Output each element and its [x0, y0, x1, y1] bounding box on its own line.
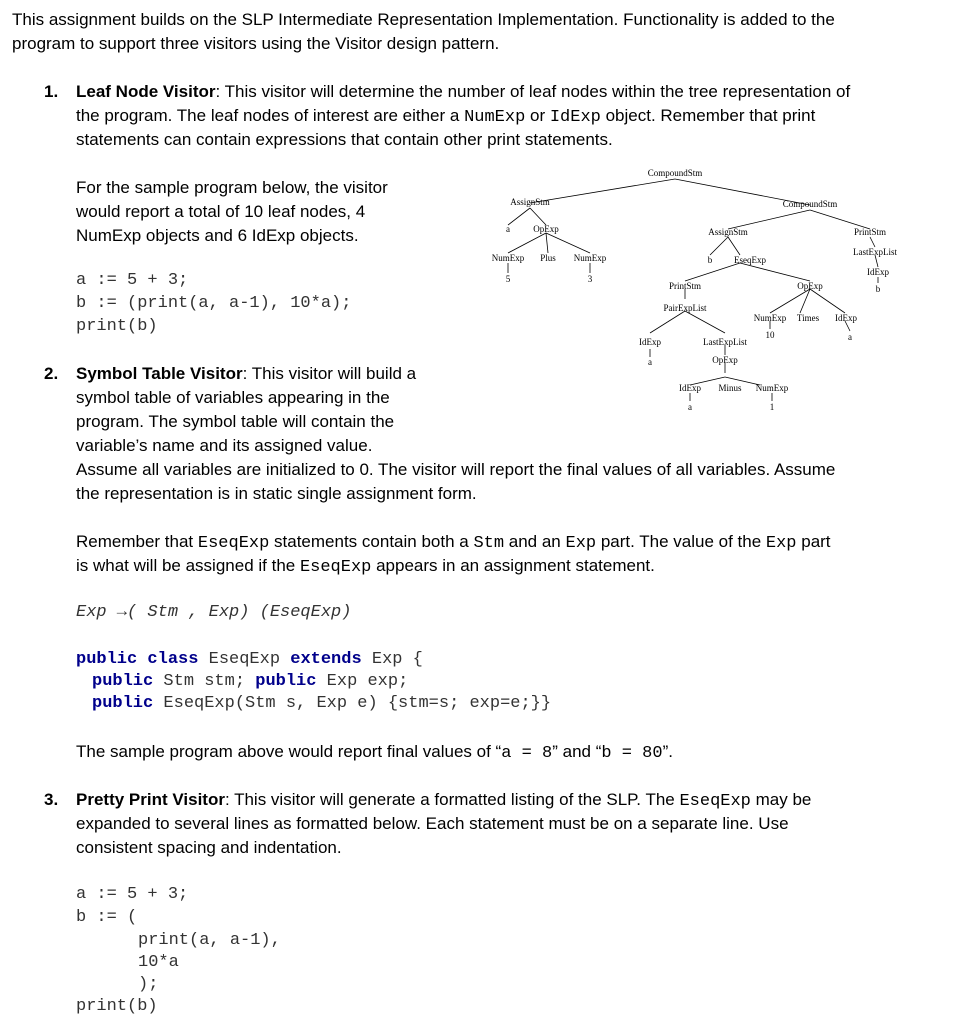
node-numexp-2: NumExp — [573, 253, 607, 263]
pretty-code-6: print(b) — [76, 997, 158, 1016]
item-3-number: 3. — [44, 790, 59, 809]
keyword: extends — [290, 650, 362, 669]
sample-line-2: would report a total of 10 leaf nodes, 4 — [76, 202, 366, 221]
item-2-text: : This visitor will build a — [242, 364, 417, 383]
intro-line-2: program to support three visitors using the Visitor design pattern. — [12, 34, 500, 53]
node-minus: Minus — [718, 383, 742, 393]
final-values-line — [76, 740, 673, 766]
pretty-code-1: a := 5 + 3; — [76, 885, 189, 904]
node-opexp-1: OpExp — [533, 224, 559, 234]
class-code-line-1 — [76, 649, 423, 671]
pretty-code-2: b := ( — [76, 908, 138, 927]
item-3-line-3: consistent spacing and indentation. — [76, 838, 342, 857]
item-1-title: Leaf Node Visitor — [76, 82, 216, 101]
pretty-code-3: print(a, a-1), — [138, 931, 281, 950]
code-eseqexp: EseqExp — [299, 558, 372, 577]
sample-code-1: a := 5 + 3; — [76, 271, 189, 290]
sample-line-1: For the sample program below, the visitor — [76, 178, 388, 197]
keyword: public — [92, 694, 154, 713]
code: EseqExp(Stm s, Exp e) {stm=s; exp=e;}} — [153, 694, 552, 713]
intro-line-1: This assignment builds on the SLP Intermediate Representation Implementation. Functionality is added to the — [12, 10, 835, 29]
code-idexp: IdExp — [549, 108, 601, 127]
item-1-line-2 — [76, 104, 815, 130]
node-numexp-3: NumExp — [755, 383, 789, 393]
item-3-title: Pretty Print Visitor — [76, 790, 225, 809]
text: may be — [750, 790, 812, 809]
sample-line-3: NumExp objects and 6 IdExp objects. — [76, 226, 359, 245]
pretty-code-5: ); — [138, 975, 159, 994]
text: and an — [504, 532, 566, 551]
code-exp: Exp — [765, 534, 797, 553]
class-code-line-2 — [92, 671, 408, 693]
node-assignstm-2: AssignStm — [708, 227, 748, 237]
node-eseqexp: EseqExp — [734, 255, 766, 265]
node-compoundstm-2: CompoundStm — [782, 199, 838, 209]
node-printstm-2: PrintStm — [853, 227, 887, 237]
item-2-line-5: Assume all variables are initialized to 0. The visitor will report the final values of all variables. Assume — [76, 460, 836, 479]
node-idexp-4: IdExp — [867, 267, 889, 277]
node-idexp-1: IdExp — [639, 337, 661, 347]
item-2-line-3: program. The symbol table will contain the — [76, 412, 395, 431]
code-eseqexp: EseqExp — [197, 534, 270, 553]
node-plus: Plus — [540, 253, 556, 263]
node-times: Times — [796, 313, 820, 323]
node-idexp-2: IdExp — [679, 383, 701, 393]
item-2-line-1 — [76, 362, 416, 386]
syntax-tree-diagram — [470, 165, 910, 430]
item-2-title: Symbol Table Visitor — [76, 364, 243, 383]
text: : This visitor will generate a formatted listing of the SLP. The — [224, 790, 680, 809]
class-code-line-3 — [92, 693, 551, 715]
node-compoundstm-root: CompoundStm — [647, 168, 703, 178]
pretty-code-4: 10*a — [138, 953, 179, 972]
code: EseqExp — [198, 650, 291, 669]
node-assignstm-1: AssignStm — [510, 197, 550, 207]
node-id-a: a — [506, 224, 510, 234]
node-id-a-4: a — [848, 332, 852, 342]
text: The sample program above would report final values of “ — [76, 742, 502, 761]
text: Remember that — [76, 532, 198, 551]
text: the program. The leaf nodes of interest are either a — [76, 106, 465, 125]
node-lastexplist-1: LastExpList — [703, 337, 747, 347]
eseq-remember-line-2 — [76, 554, 655, 580]
text: ” and “ — [552, 742, 602, 761]
text: appears in an assignment statement. — [371, 556, 655, 575]
code: Exp { — [361, 650, 423, 669]
node-value-3: 3 — [587, 274, 593, 284]
node-value-5: 5 — [505, 274, 511, 284]
text: part — [796, 532, 831, 551]
sample-code-2: b := (print(a, a-1), 10*a); — [76, 294, 352, 313]
item-3-line-1 — [76, 788, 811, 814]
node-id-b: b — [707, 255, 713, 265]
grammar-rule: Exp →( Stm , Exp) (EseqExp) — [76, 603, 352, 622]
node-lastexplist-2: LastExpList — [853, 247, 897, 257]
item-2-line-4: variable’s name and its assigned value. — [76, 436, 373, 455]
node-pairexplist: PairExpList — [663, 303, 707, 313]
keyword: public — [92, 672, 154, 691]
text: or — [525, 106, 550, 125]
item-2-number: 2. — [44, 364, 59, 383]
node-id-a-2: a — [648, 357, 652, 367]
text: part. The value of the — [596, 532, 766, 551]
keyword: public — [255, 672, 317, 691]
item-1-line-3: statements can contain expressions that contain other print statements. — [76, 130, 613, 149]
keyword: public class — [76, 650, 199, 669]
text: object. Remember that print — [600, 106, 816, 125]
item-3-line-2: expanded to several lines as formatted below. Each statement must be on a separate line. Use — [76, 814, 789, 833]
node-numexp-4: NumExp — [753, 313, 787, 323]
item-2-line-6: the representation is in static single assignment form. — [76, 484, 477, 503]
text: ”. — [662, 742, 673, 761]
node-id-b-2: b — [875, 284, 881, 294]
node-opexp-2: OpExp — [712, 355, 738, 365]
node-id-a-3: a — [688, 402, 692, 412]
item-1-text: : This visitor will determine the number of leaf nodes within the tree representation of — [215, 82, 851, 101]
code: Exp exp; — [316, 672, 409, 691]
code: Stm stm; — [153, 672, 256, 691]
node-idexp-3: IdExp — [835, 313, 857, 323]
code-eseqexp: EseqExp — [679, 792, 751, 811]
item-1-number: 1. — [44, 82, 59, 101]
code-b-value: b = 80 — [601, 744, 663, 763]
text: is what will be assigned if the — [76, 556, 300, 575]
node-printstm-1: PrintStm — [668, 281, 702, 291]
code-exp: Exp — [565, 534, 597, 553]
node-opexp-3: OpExp — [797, 281, 823, 291]
sample-code-3: print(b) — [76, 317, 158, 336]
node-value-1: 1 — [769, 402, 775, 412]
code-numexp: NumExp — [464, 108, 526, 127]
item-1-line-1 — [76, 80, 850, 104]
code-stm: Stm — [473, 534, 505, 553]
text: statements contain both a — [269, 532, 474, 551]
node-value-10: 10 — [765, 330, 775, 340]
code-a-value: a = 8 — [501, 744, 553, 763]
node-numexp-1: NumExp — [491, 253, 525, 263]
eseq-remember-line-1 — [76, 530, 831, 556]
item-2-line-2: symbol table of variables appearing in the — [76, 388, 390, 407]
